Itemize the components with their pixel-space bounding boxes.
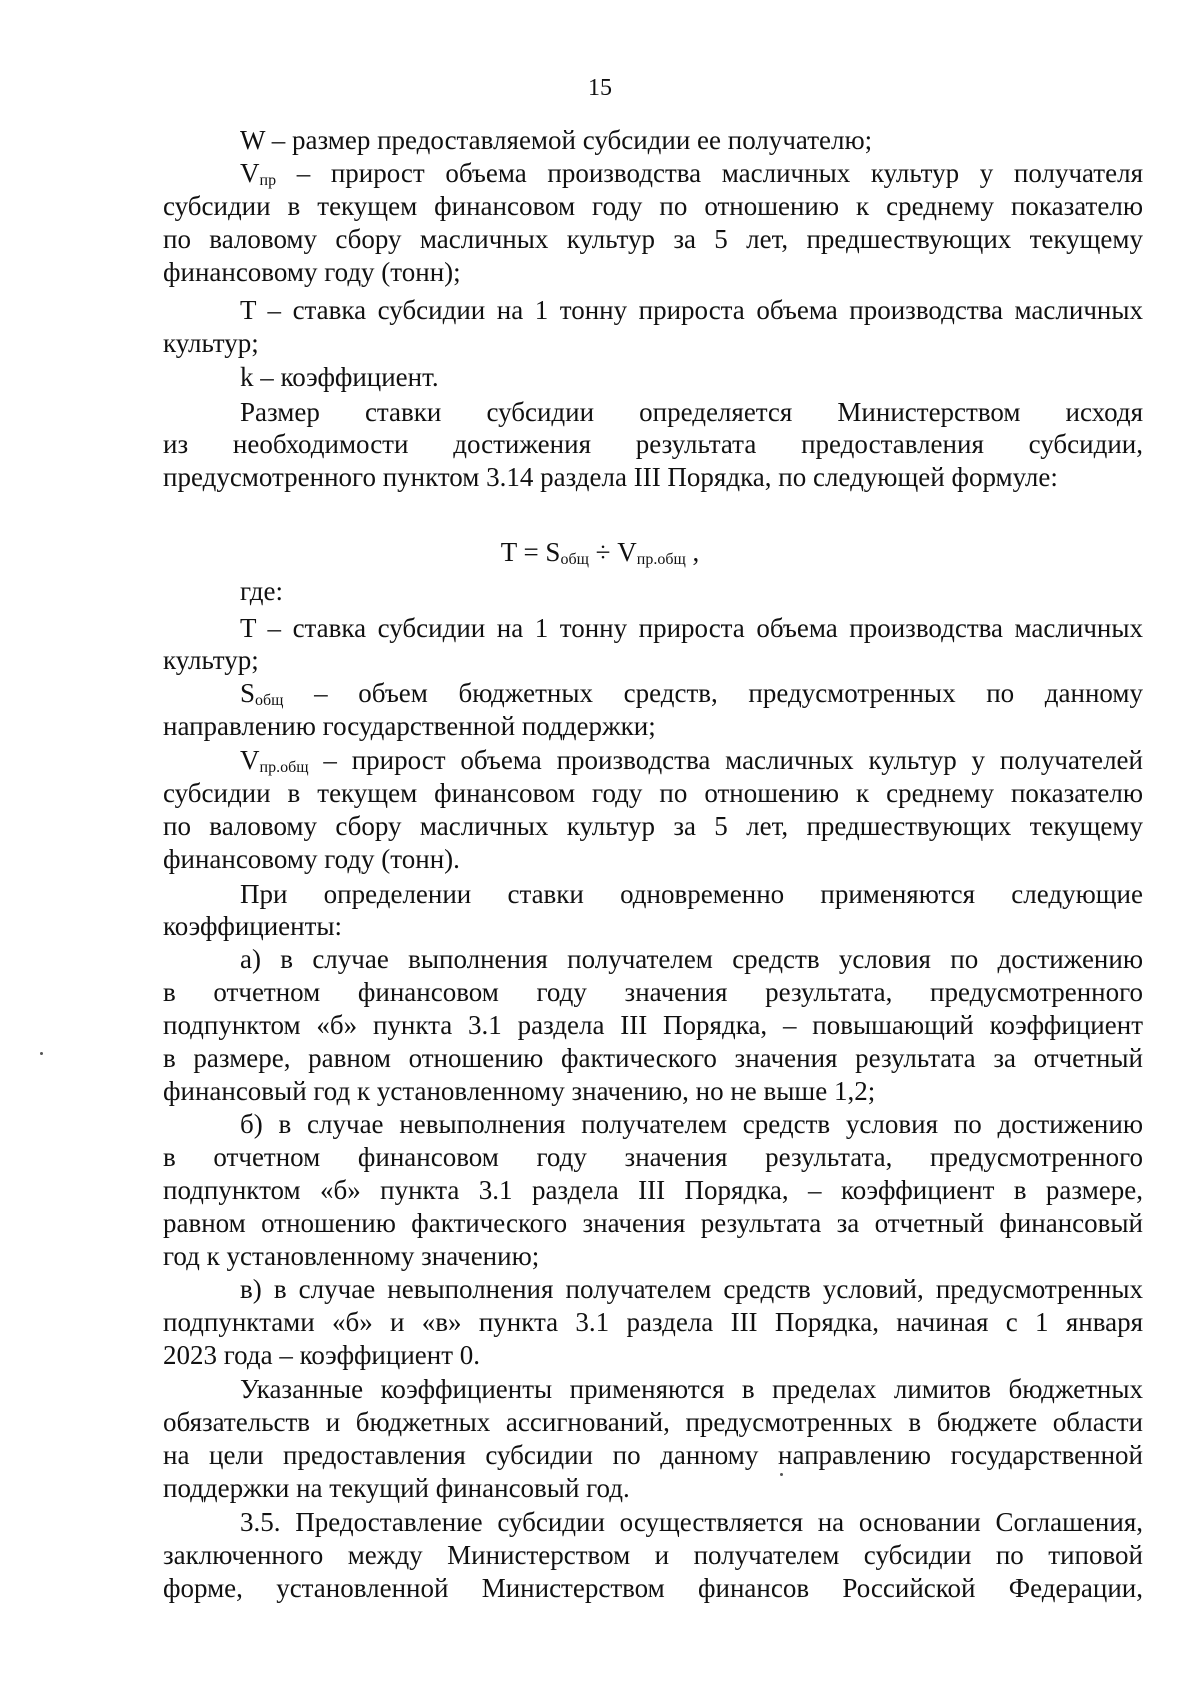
scan-speck xyxy=(40,1052,43,1055)
text-line: заключенного между Министерством и получателем субсидии по типовой xyxy=(163,1540,1143,1570)
text-line: культур; xyxy=(163,645,259,675)
text-line: год к установленному значению; xyxy=(163,1241,540,1271)
text-line: субсидии в текущем финансовом году по отношению к среднему показателю xyxy=(163,191,1143,221)
text-line: форме, установленной Министерством финансов Российской Федерации, xyxy=(163,1573,1143,1603)
text-line: $V_{пр.общ}$ – прирост объема производства масличных культур у получателей xyxy=(240,745,1143,776)
text-line: подпунктом «б» пункта 3.1 раздела III Порядка, – повышающий коэффициент xyxy=(163,1010,1143,1040)
text-line: б) в случае невыполнения получателем средств условия по достижению xyxy=(240,1109,1143,1139)
text-line: где: xyxy=(240,576,283,606)
text-line: поддержки на текущий финансовый год. xyxy=(163,1473,630,1503)
text-line: T – ставка субсидии на 1 тонну прироста объема производства масличных xyxy=(240,295,1143,325)
text-line: по валовому сбору масличных культур за 5 лет, предшествующих текущему xyxy=(163,811,1143,841)
text-line: $V_{пр}$ – прирост объема производства масличных культур у получателя xyxy=(240,158,1143,189)
text-line: в отчетном финансовом году значения результата, предусмотренного xyxy=(163,977,1143,1007)
text-line: 2023 года – коэффициент 0. xyxy=(163,1340,481,1370)
text-line: коэффициенты: xyxy=(163,911,343,941)
text-line: по валовому сбору масличных культур за 5 лет, предшествующих текущему xyxy=(163,224,1143,254)
text-line: финансовый год к установленному значению, но не выше 1,2; xyxy=(163,1076,876,1106)
text-line: T – ставка субсидии на 1 тонну прироста объема производства масличных xyxy=(240,613,1143,643)
text-line: k – коэффициент. xyxy=(240,362,439,392)
text-line: $S_{общ}$ – объем бюджетных средств, предусмотренных по данному xyxy=(240,678,1143,709)
text-line: культур; xyxy=(163,328,259,358)
text-line: равном отношению фактического значения результата за отчетный финансовый xyxy=(163,1208,1143,1238)
text-line: в отчетном финансовом году значения результата, предусмотренного xyxy=(163,1142,1143,1172)
text-line: W – размер предоставляемой субсидии ее получателю; xyxy=(240,125,873,155)
text-line: обязательств и бюджетных ассигнований, предусмотренных в бюджете области xyxy=(163,1407,1143,1437)
text-line: подпунктом «б» пункта 3.1 раздела III Порядка, – коэффициент в размере, xyxy=(163,1175,1143,1205)
text-line: При определении ставки одновременно применяются следующие xyxy=(240,879,1143,909)
text-line: а) в случае выполнения получателем средств условия по достижению xyxy=(240,944,1143,974)
text-line: из необходимости достижения результата предоставления субсидии, xyxy=(163,429,1143,459)
text-line: подпунктами «б» и «в» пункта 3.1 раздела III Порядка, начиная с 1 января xyxy=(163,1307,1143,1337)
text-line: субсидии в текущем финансовом году по отношению к среднему показателю xyxy=(163,778,1143,808)
scan-speck xyxy=(780,1473,783,1476)
text-line: предусмотренного пунктом 3.14 раздела III Порядка, по следующей формуле: xyxy=(163,462,1058,492)
formula: $T = S_{общ} \div V_{пр.общ}$ , xyxy=(500,537,700,568)
text-line: финансовому году (тонн); xyxy=(163,257,461,287)
text-line: финансовому году (тонн). xyxy=(163,844,460,874)
text-line: направлению государственной поддержки; xyxy=(163,711,656,741)
text-line: Размер ставки субсидии определяется Министерством исходя xyxy=(240,397,1143,427)
text-line: 3.5. Предоставление субсидии осуществляется на основании Соглашения, xyxy=(240,1507,1143,1537)
text-line: в размере, равном отношению фактического значения результата за отчетный xyxy=(163,1043,1143,1073)
text-line: Указанные коэффициенты применяются в пределах лимитов бюджетных xyxy=(240,1374,1143,1404)
page-number: 15 xyxy=(588,75,612,101)
text-line: в) в случае невыполнения получателем средств условий, предусмотренных xyxy=(240,1274,1143,1304)
text-line: на цели предоставления субсидии по данному направлению государственной xyxy=(163,1440,1143,1470)
